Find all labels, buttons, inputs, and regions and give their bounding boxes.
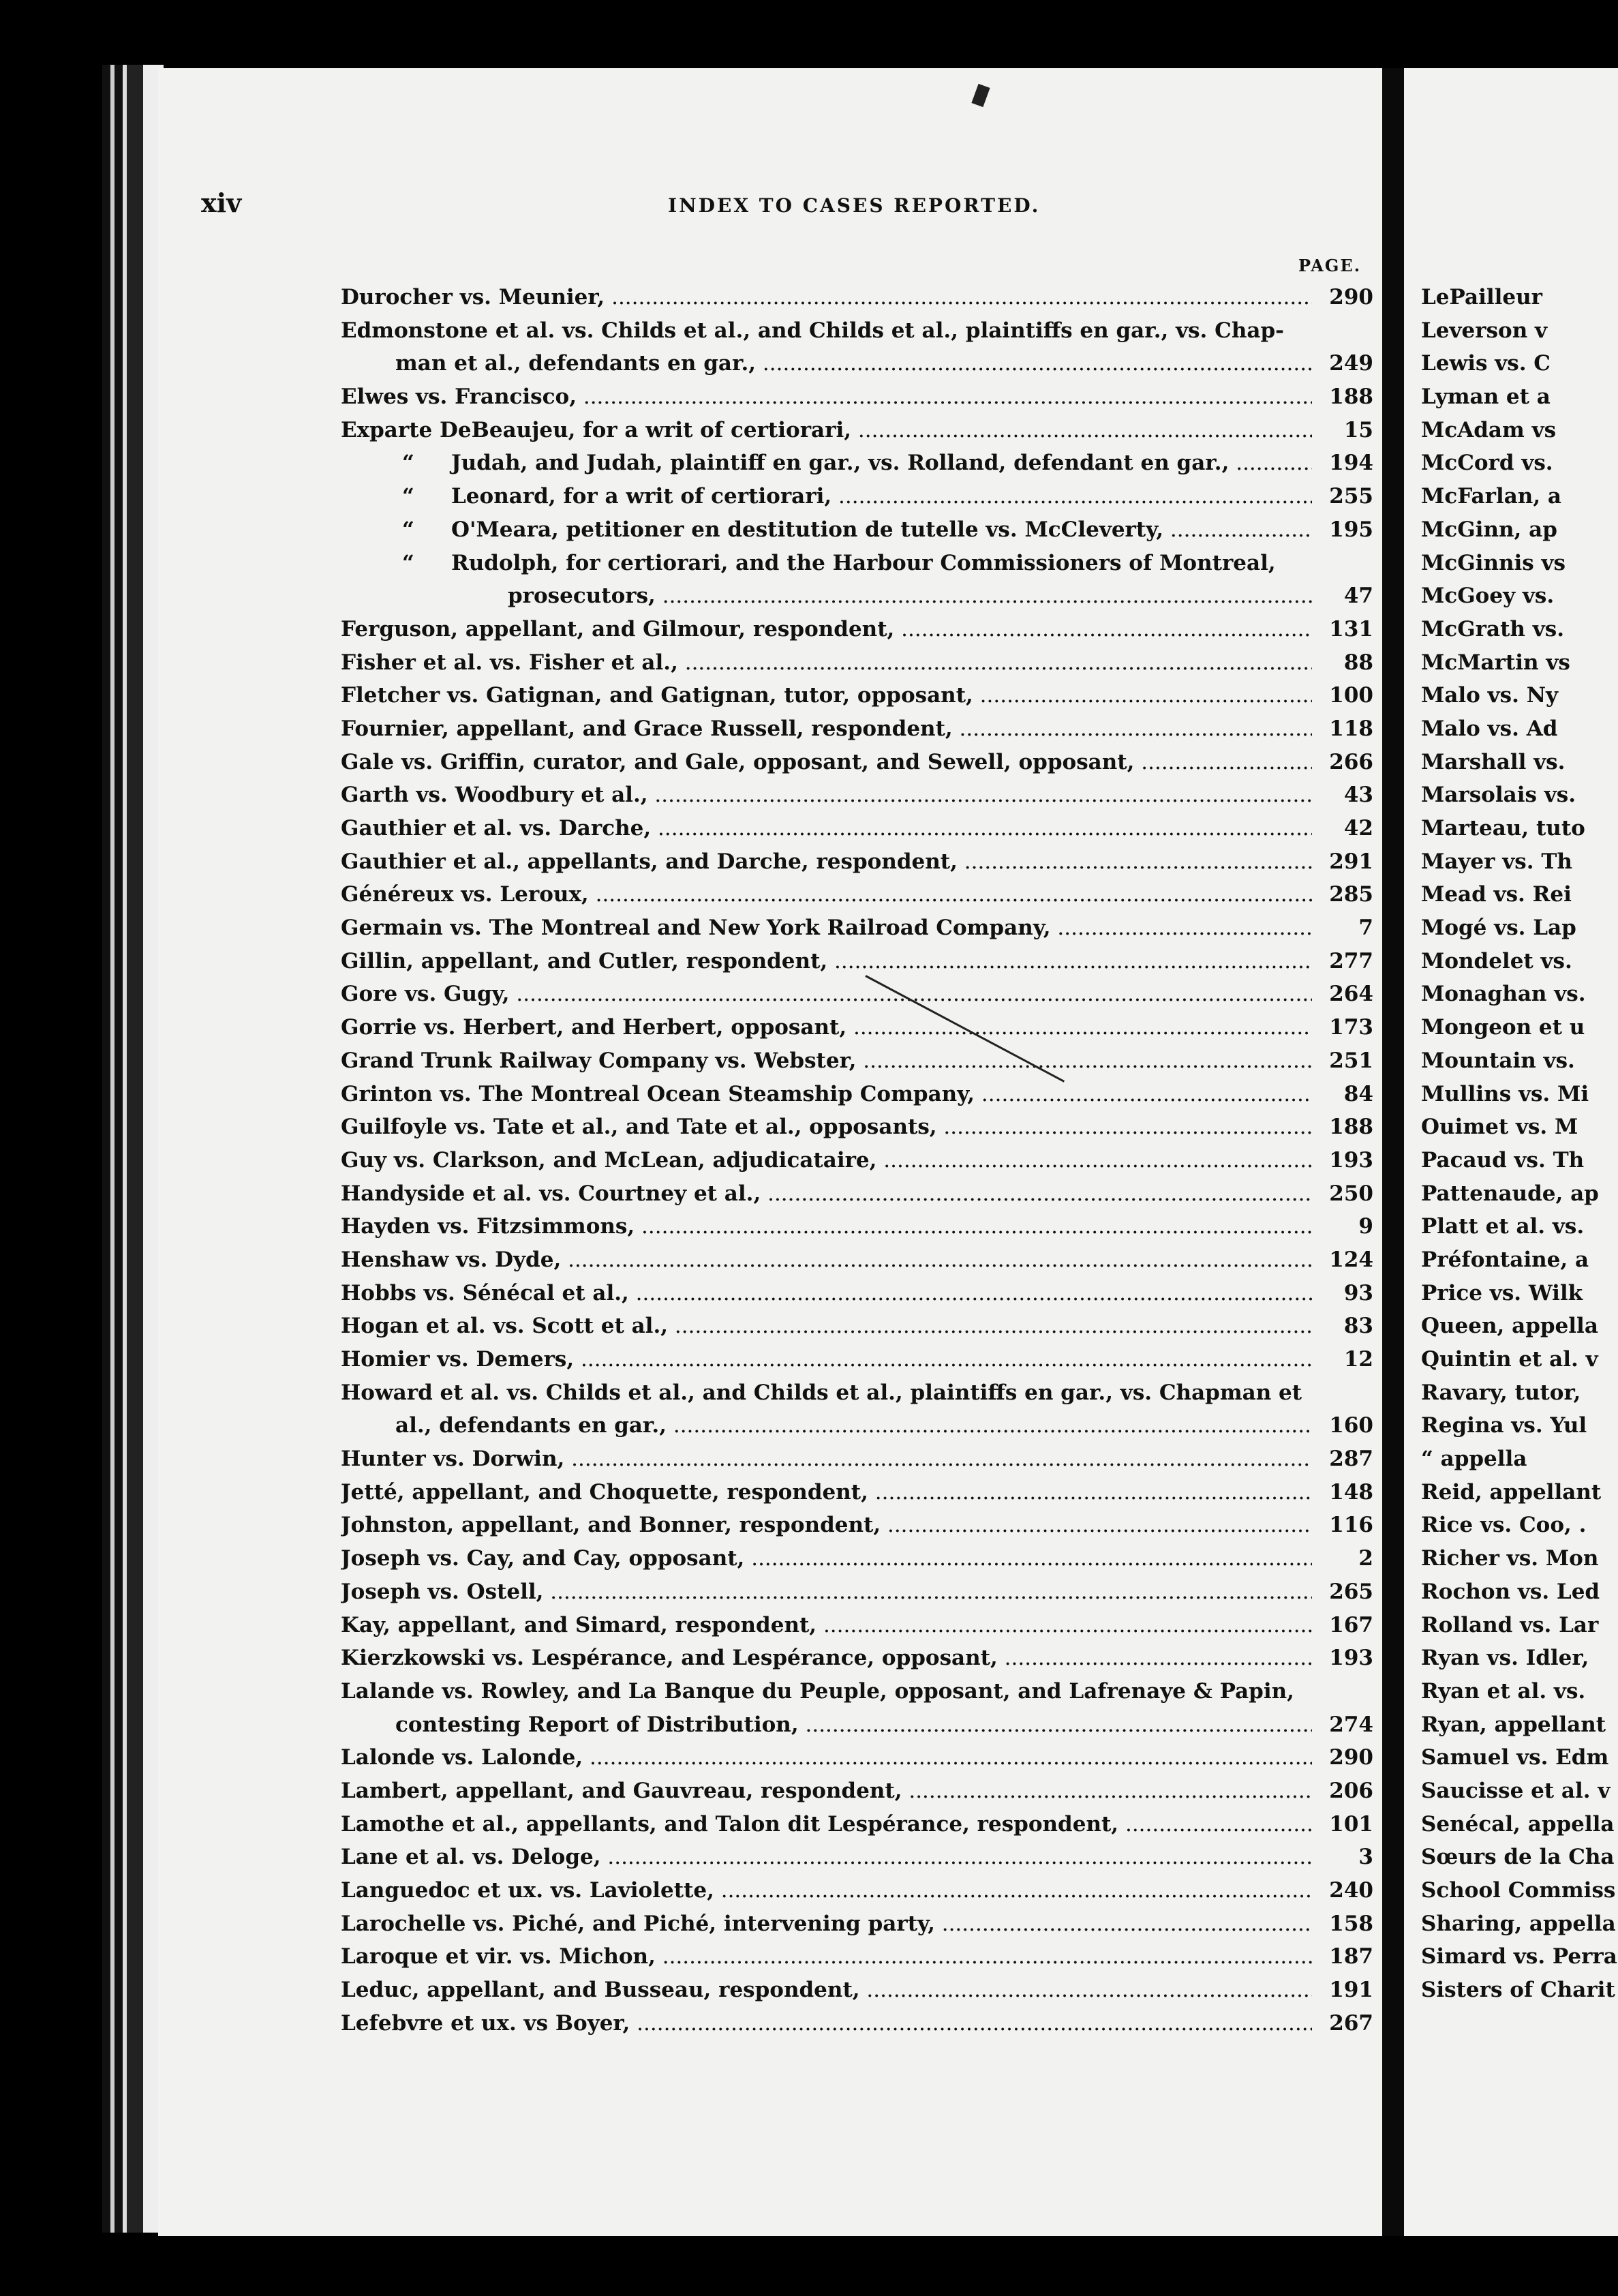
facing-page-entry: Richer vs. Mon bbox=[1421, 1546, 1599, 1571]
index-entry bbox=[341, 285, 1373, 318]
entry-page: 43 bbox=[1343, 783, 1373, 808]
index-entry bbox=[341, 1148, 1373, 1181]
index-entry bbox=[341, 517, 1373, 551]
facing-page-entry: Rochon vs. Led bbox=[1421, 1579, 1600, 1604]
entry-text: Lamothe et al., appellants, and Talon dit Lespérance, respondent, ..... bbox=[341, 1812, 1312, 1837]
facing-page-entry: Regina vs. Yul bbox=[1421, 1413, 1587, 1438]
entry-text: Garth vs. Woodbury et al., ..... bbox=[341, 783, 1312, 807]
entry-text: Généreux vs. Leroux, ..... bbox=[341, 882, 1312, 907]
entry-page: 116 bbox=[1329, 1513, 1373, 1538]
entry-page: 124 bbox=[1329, 1247, 1373, 1272]
entry-page: 195 bbox=[1329, 517, 1373, 542]
entry-text: Grinton vs. The Montreal Ocean Steamship Company, ..... bbox=[341, 1082, 1312, 1106]
entry-text: al., defendants en gar., ..... bbox=[341, 1413, 1312, 1438]
entry-page: 206 bbox=[1329, 1778, 1373, 1803]
index-entry bbox=[341, 1115, 1373, 1148]
entry-text: Guilfoyle vs. Tate et al., and Tate et al., opposants, ..... bbox=[341, 1115, 1312, 1139]
index-entry bbox=[341, 1878, 1373, 1912]
entry-page: 12 bbox=[1343, 1347, 1373, 1372]
facing-page-entry: Sœurs de la Cha bbox=[1421, 1845, 1615, 1870]
entry-page: 250 bbox=[1329, 1181, 1373, 1206]
facing-page-entry: Lewis vs. C bbox=[1421, 351, 1551, 376]
entry-page: 42 bbox=[1343, 816, 1373, 841]
index-entry bbox=[341, 1380, 1373, 1414]
ditto-mark: “ bbox=[402, 517, 414, 542]
facing-page-entry: Préfontaine, a bbox=[1421, 1247, 1589, 1272]
index-entry bbox=[341, 418, 1373, 451]
entry-text: Fisher et al. vs. Fisher et al., ..... bbox=[341, 650, 1312, 675]
facing-page-entry: Marshall vs. bbox=[1421, 749, 1566, 774]
entry-page: 194 bbox=[1329, 451, 1373, 476]
index-entry bbox=[341, 982, 1373, 1015]
entry-text: Joseph vs. Ostell, ..... bbox=[341, 1580, 1312, 1604]
entry-text: “ Judah, and Judah, plaintiff en gar., vs. Rolland, defendant en gar., ..... bbox=[341, 451, 1312, 475]
facing-page-entry: Ravary, tutor, bbox=[1421, 1380, 1581, 1405]
facing-page-entry: Ryan et al. vs. bbox=[1421, 1678, 1586, 1704]
entry-text: Lefebvre et ux. vs Boyer, ..... bbox=[341, 2011, 1312, 2036]
entry-page: 274 bbox=[1329, 1712, 1373, 1737]
index-entry bbox=[341, 1314, 1373, 1347]
entry-page: 193 bbox=[1329, 1147, 1373, 1173]
index-entry bbox=[341, 1181, 1373, 1215]
facing-page-entry: Platt et al. vs. bbox=[1421, 1214, 1585, 1239]
entry-page: 2 bbox=[1358, 1546, 1373, 1571]
entry-page: 15 bbox=[1343, 417, 1373, 442]
facing-page-entry: Leverson v bbox=[1421, 318, 1548, 343]
entry-text: Larochelle vs. Piché, and Piché, intervening party, ..... bbox=[341, 1912, 1312, 1936]
entry-page: 100 bbox=[1329, 683, 1373, 708]
facing-page-entry: Pattenaude, ap bbox=[1421, 1181, 1599, 1206]
index-entry bbox=[341, 1712, 1373, 1746]
entry-text: Homier vs. Demers, ..... bbox=[341, 1347, 1312, 1372]
facing-page-entry: Reid, appellant bbox=[1421, 1479, 1602, 1505]
index-entries bbox=[341, 285, 1373, 2044]
entry-text: Gore vs. Gugy, ..... bbox=[341, 982, 1312, 1006]
index-entry bbox=[341, 617, 1373, 650]
index-entry bbox=[341, 849, 1373, 883]
entry-page: 255 bbox=[1329, 484, 1373, 509]
facing-page-entry: McGrath vs. bbox=[1421, 616, 1564, 641]
entry-text: prosecutors, ..... bbox=[341, 584, 1312, 608]
entry-page: 267 bbox=[1329, 2010, 1373, 2036]
facing-page-entry: Marteau, tuto bbox=[1421, 816, 1585, 841]
entry-text: contesting Report of Distribution, ..... bbox=[341, 1712, 1312, 1737]
index-entry bbox=[341, 584, 1373, 617]
entry-page: 264 bbox=[1329, 982, 1373, 1007]
index-entry bbox=[341, 1845, 1373, 1878]
index-entry bbox=[341, 451, 1373, 484]
entry-text: Jetté, appellant, and Choquette, respondent, ..... bbox=[341, 1480, 1312, 1505]
entry-page: 131 bbox=[1329, 616, 1373, 641]
entry-text: man et al., defendants en gar., ..... bbox=[341, 351, 1312, 376]
index-entry bbox=[341, 816, 1373, 849]
index-entry bbox=[341, 1679, 1373, 1712]
entry-page: 3 bbox=[1358, 1845, 1373, 1870]
entry-text: Fletcher vs. Gatignan, and Gatignan, tutor, opposant, ..... bbox=[341, 683, 1312, 708]
facing-page-entry: McGinn, ap bbox=[1421, 517, 1557, 542]
entry-text: Lambert, appellant, and Gauvreau, respondent, ..... bbox=[341, 1779, 1312, 1803]
entry-page: 251 bbox=[1329, 1048, 1373, 1073]
facing-page-entry: McGoey vs. bbox=[1421, 584, 1555, 609]
entry-text: Leduc, appellant, and Busseau, respondent, ..... bbox=[341, 1978, 1312, 2002]
facing-page-entry: Ryan, appellant bbox=[1421, 1712, 1606, 1737]
index-entry bbox=[341, 1745, 1373, 1779]
entry-page: 93 bbox=[1343, 1280, 1373, 1305]
entry-text: Kierzkowski vs. Lespérance, and Lespérance, opposant, ..... bbox=[341, 1646, 1312, 1670]
entry-text: Grand Trunk Railway Company vs. Webster, ..... bbox=[341, 1048, 1312, 1073]
entry-text: Gauthier et al. vs. Darche, ..... bbox=[341, 816, 1312, 841]
facing-page-entry: Ouimet vs. M bbox=[1421, 1115, 1578, 1140]
index-entry bbox=[341, 1248, 1373, 1281]
entry-text: Howard et al. vs. Childs et al., and Childs et al., plaintiffs en gar., vs. Chapman et bbox=[341, 1380, 1302, 1405]
entry-page: 277 bbox=[1329, 948, 1373, 973]
entry-page: 47 bbox=[1343, 584, 1373, 609]
index-entry bbox=[341, 1580, 1373, 1613]
entry-page: 290 bbox=[1329, 285, 1373, 309]
entry-text: Gillin, appellant, and Cutler, respondent, ..... bbox=[341, 949, 1312, 973]
index-entry bbox=[341, 1646, 1373, 1679]
facing-page-entry: Marsolais vs. bbox=[1421, 783, 1576, 808]
index-entry bbox=[341, 1546, 1373, 1580]
entry-text: Joseph vs. Cay, and Cay, opposant, ..... bbox=[341, 1546, 1312, 1571]
facing-page-entry: Queen, appella bbox=[1421, 1314, 1598, 1339]
entry-page: 148 bbox=[1329, 1479, 1373, 1505]
facing-page-entry: Malo vs. Ad bbox=[1421, 716, 1558, 741]
facing-page-entry: Price vs. Wilk bbox=[1421, 1280, 1583, 1305]
facing-page-entry: Rice vs. Coo, . bbox=[1421, 1513, 1587, 1538]
entry-text: Edmonstone et al. vs. Childs et al., and Childs et al., plaintiffs en gar., vs. Chap- bbox=[341, 318, 1284, 343]
facing-page-entry: Quintin et al. v bbox=[1421, 1347, 1598, 1372]
index-entry bbox=[341, 1779, 1373, 1812]
facing-page-entry: Simard vs. Perra bbox=[1421, 1944, 1617, 1969]
entry-page: 158 bbox=[1329, 1911, 1373, 1936]
entry-page: 188 bbox=[1329, 384, 1373, 410]
entry-page: 287 bbox=[1329, 1447, 1373, 1472]
facing-page-entry: Lyman et a bbox=[1421, 384, 1551, 410]
entry-text: Germain vs. The Montreal and New York Railroad Company, ..... bbox=[341, 916, 1312, 940]
facing-page-entry: McGinnis vs bbox=[1421, 550, 1566, 575]
index-entry bbox=[341, 716, 1373, 750]
facing-page-entry: LePailleur bbox=[1421, 285, 1543, 309]
index-entry bbox=[341, 1015, 1373, 1048]
page-title: INDEX TO CASES REPORTED. bbox=[668, 194, 1041, 217]
index-entry bbox=[341, 1082, 1373, 1115]
index-entry bbox=[341, 1480, 1373, 1513]
facing-page-entry: Mullins vs. Mi bbox=[1421, 1081, 1589, 1106]
index-entry bbox=[341, 1912, 1373, 1945]
facing-page-entry: McMartin vs bbox=[1421, 650, 1570, 675]
entry-page: 193 bbox=[1329, 1646, 1373, 1671]
scan-left-border bbox=[102, 65, 164, 2233]
entry-page: 191 bbox=[1329, 1978, 1373, 2003]
facing-page-entry: McFarlan, a bbox=[1421, 484, 1561, 509]
book-gutter bbox=[1382, 68, 1404, 2236]
entry-text: Hobbs vs. Sénécal et al., ..... bbox=[341, 1281, 1312, 1305]
index-entry bbox=[341, 1413, 1373, 1447]
facing-page-entry: Monaghan vs. bbox=[1421, 982, 1586, 1007]
entry-text: Gorrie vs. Herbert, and Herbert, opposant, ..... bbox=[341, 1015, 1312, 1040]
entry-page: 249 bbox=[1329, 351, 1373, 376]
index-entry bbox=[341, 1944, 1373, 1978]
entry-text: “ Leonard, for a writ of certiorari, ..... bbox=[341, 484, 1312, 509]
entry-text: Henshaw vs. Dyde, ..... bbox=[341, 1248, 1312, 1272]
ditto-mark: “ bbox=[402, 550, 414, 575]
index-entry bbox=[341, 351, 1373, 384]
facing-page-entry: McCord vs. bbox=[1421, 451, 1553, 476]
index-entry bbox=[341, 1613, 1373, 1646]
facing-page-entry: “ appella bbox=[1421, 1447, 1527, 1472]
entry-text: Lalonde vs. Lalonde, ..... bbox=[341, 1745, 1312, 1770]
index-entry bbox=[341, 750, 1373, 783]
entry-text: Guy vs. Clarkson, and McLean, adjudicataire, ..... bbox=[341, 1148, 1312, 1173]
entry-page: 84 bbox=[1343, 1081, 1373, 1106]
entry-text: Kay, appellant, and Simard, respondent, ..... bbox=[341, 1613, 1312, 1637]
entry-text: Languedoc et ux. vs. Laviolette, ..... bbox=[341, 1878, 1312, 1903]
facing-page-entry: Ryan vs. Idler, bbox=[1421, 1646, 1589, 1671]
entry-page: 187 bbox=[1329, 1944, 1373, 1969]
ditto-mark: “ bbox=[402, 484, 414, 509]
facing-page-entry: Mead vs. Rei bbox=[1421, 882, 1572, 907]
entry-page: 9 bbox=[1358, 1214, 1373, 1239]
entry-text: Elwes vs. Francisco, ..... bbox=[341, 384, 1312, 409]
entry-page: 160 bbox=[1329, 1413, 1373, 1438]
entry-page: 265 bbox=[1329, 1579, 1373, 1604]
facing-page-entries bbox=[1421, 285, 1617, 2011]
facing-page-entry: Mayer vs. Th bbox=[1421, 849, 1572, 874]
index-entry bbox=[341, 882, 1373, 916]
entry-page: 285 bbox=[1329, 882, 1373, 907]
entry-page: 290 bbox=[1329, 1745, 1373, 1770]
facing-page-entry: School Commiss bbox=[1421, 1878, 1616, 1903]
entry-page: 173 bbox=[1329, 1015, 1373, 1040]
entry-page: 291 bbox=[1329, 849, 1373, 874]
entry-page: 83 bbox=[1343, 1314, 1373, 1339]
facing-page-entry: McAdam vs bbox=[1421, 417, 1557, 442]
entry-page: 266 bbox=[1329, 749, 1373, 774]
index-entry bbox=[341, 318, 1373, 352]
index-entry bbox=[341, 949, 1373, 982]
index-entry bbox=[341, 1978, 1373, 2011]
entry-text: Gauthier et al., appellants, and Darche, respondent, ..... bbox=[341, 849, 1312, 874]
entry-page: 188 bbox=[1329, 1115, 1373, 1140]
facing-page-entry: Senécal, appella bbox=[1421, 1811, 1615, 1837]
facing-page-entry: Mongeon et u bbox=[1421, 1015, 1585, 1040]
facing-page-entry: Mondelet vs. bbox=[1421, 948, 1572, 973]
ditto-mark: “ bbox=[402, 451, 414, 476]
index-entry bbox=[341, 1214, 1373, 1248]
entry-text: Hunter vs. Dorwin, ..... bbox=[341, 1447, 1312, 1471]
entry-text: Exparte DeBeaujeu, for a writ of certiorari, ..... bbox=[341, 418, 1312, 442]
entry-page: 88 bbox=[1343, 650, 1373, 675]
entry-text: Laroque et vir. vs. Michon, ..... bbox=[341, 1944, 1312, 1969]
index-entry bbox=[341, 2011, 1373, 2044]
index-entry bbox=[341, 1281, 1373, 1314]
index-entry bbox=[341, 916, 1373, 949]
entry-page: 167 bbox=[1329, 1612, 1373, 1637]
entry-text: Gale vs. Griffin, curator, and Gale, opposant, and Sewell, opposant, ..... bbox=[341, 750, 1312, 774]
facing-page-entry: Sharing, appella bbox=[1421, 1911, 1616, 1936]
facing-page-entry: Saucisse et al. v bbox=[1421, 1778, 1611, 1803]
page-column-label: PAGE. bbox=[1298, 256, 1362, 275]
entry-text: Johnston, appellant, and Bonner, respondent, ..... bbox=[341, 1513, 1312, 1537]
entry-page: 7 bbox=[1358, 916, 1373, 941]
index-entry bbox=[341, 384, 1373, 418]
entry-text: “ O'Meara, petitioner en destitution de tutelle vs. McCleverty, ..... bbox=[341, 517, 1312, 542]
index-entry bbox=[341, 1048, 1373, 1082]
entry-text: Fournier, appellant, and Grace Russell, respondent, ..... bbox=[341, 716, 1312, 741]
entry-text: Ferguson, appellant, and Gilmour, respondent, ..... bbox=[341, 617, 1312, 641]
entry-text: Lane et al. vs. Deloge, ..... bbox=[341, 1845, 1312, 1869]
index-entry bbox=[341, 1513, 1373, 1546]
page-number: xiv bbox=[201, 187, 242, 218]
entry-text: Hayden vs. Fitzsimmons, ..... bbox=[341, 1214, 1312, 1239]
entry-text: Lalande vs. Rowley, and La Banque du Peuple, opposant, and Lafrenaye & Papin, bbox=[341, 1678, 1294, 1704]
facing-page-entry: Mountain vs. bbox=[1421, 1048, 1575, 1073]
facing-page-entry: Pacaud vs. Th bbox=[1421, 1147, 1585, 1173]
entry-text: “ Rudolph, for certiorari, and the Harbour Commissioners of Montreal, bbox=[402, 550, 1276, 575]
entry-page: 118 bbox=[1329, 716, 1373, 741]
facing-page-entry: Rolland vs. Lar bbox=[1421, 1612, 1599, 1637]
entry-page: 101 bbox=[1329, 1811, 1373, 1837]
index-entry bbox=[341, 683, 1373, 716]
index-entry bbox=[341, 1812, 1373, 1845]
index-entry bbox=[341, 551, 1373, 584]
index-entry bbox=[341, 484, 1373, 517]
index-entry bbox=[341, 1347, 1373, 1380]
facing-page-entry: Samuel vs. Edm bbox=[1421, 1745, 1609, 1770]
index-entry bbox=[341, 783, 1373, 816]
index-entry bbox=[341, 650, 1373, 684]
facing-page-entry: Mogé vs. Lap bbox=[1421, 916, 1576, 941]
facing-page-entry: Malo vs. Ny bbox=[1421, 683, 1559, 708]
entry-page: 240 bbox=[1329, 1878, 1373, 1903]
index-entry bbox=[341, 1447, 1373, 1480]
entry-text: Durocher vs. Meunier, ..... bbox=[341, 285, 1312, 309]
entry-text: Hogan et al. vs. Scott et al., ..... bbox=[341, 1314, 1312, 1338]
entry-text: Handyside et al. vs. Courtney et al., ..... bbox=[341, 1181, 1312, 1206]
facing-page-entry: Sisters of Charit bbox=[1421, 1978, 1615, 2003]
